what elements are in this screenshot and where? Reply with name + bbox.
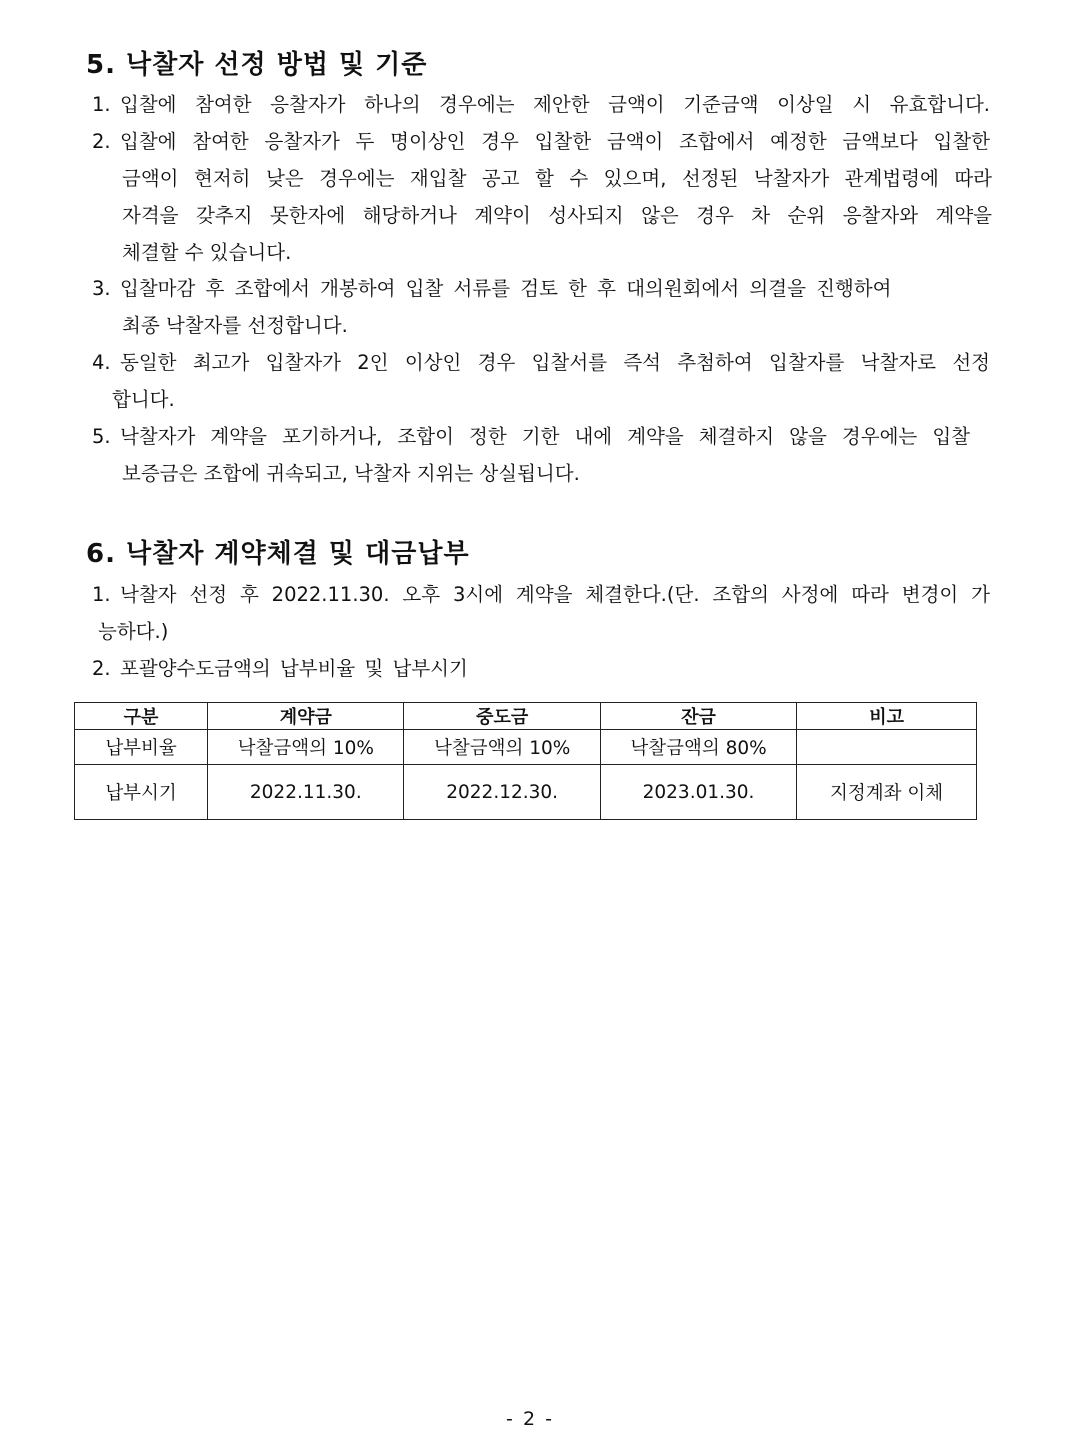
table-header-cell: 비고	[797, 703, 977, 730]
table-row	[75, 765, 977, 820]
item-number: 1.	[92, 583, 111, 606]
section-5-item-5	[92, 418, 992, 492]
section-6-title: 6. 낙찰자 계약체결 및 대금납부	[86, 539, 470, 569]
item-number: 3.	[92, 277, 111, 300]
section-6-item-2	[92, 650, 992, 687]
table-header-row	[75, 703, 977, 730]
item-text-line: 동일한 최고가 입찰자가 2인 이상인 경우 입찰서를 즉석 추첨하여 입찰자를 낙찰자로 선정	[120, 351, 990, 374]
item-text-line: 낙찰자가 계약을 포기하거나, 조합이 정한 기한 내에 계약을 체결하지 않을 경우에는 입찰	[120, 425, 970, 448]
table-cell: 2022.11.30.	[208, 765, 404, 820]
item-text-line: 체결할 수 있습니다.	[122, 241, 292, 264]
item-number: 2.	[92, 130, 111, 153]
section-6-item-1	[92, 576, 992, 650]
table-cell: 납부시기	[75, 765, 208, 820]
section-5-item-4	[92, 344, 992, 418]
item-number: 4.	[92, 351, 111, 374]
page-number: - 2 -	[506, 1408, 554, 1430]
item-text-line: 합니다.	[112, 388, 175, 411]
table-cell: 납부비율	[75, 730, 208, 765]
table-header-cell: 구분	[75, 703, 208, 730]
table-cell: 낙찰금액의 10%	[404, 730, 600, 765]
table-cell: 2022.12.30.	[404, 765, 600, 820]
item-number: 1.	[92, 93, 111, 116]
section-5-item-2	[92, 123, 992, 271]
item-text-line: 능하다.)	[98, 620, 169, 643]
table-row	[75, 730, 977, 765]
table-cell: 2023.01.30.	[600, 765, 796, 820]
section-5-title: 5. 낙찰자 선정 방법 및 기준	[86, 50, 428, 80]
table-cell: 낙찰금액의 10%	[208, 730, 404, 765]
item-text-line: 입찰에 참여한 응찰자가 하나의 경우에는 제안한 금액이 기준금액 이상일 시 유효합니다.	[120, 93, 990, 116]
item-text-line: 금액이 현저히 낮은 경우에는 재입찰 공고 할 수 있으며, 선정된 낙찰자가 관계법령에 따라	[122, 167, 992, 190]
table-header-cell: 중도금	[404, 703, 600, 730]
item-text-line: 낙찰자 선정 후 2022.11.30. 오후 3시에 계약을 체결한다.(단. 조합의 사정에 따라 변경이 가	[120, 583, 990, 606]
table-header-cell: 잔금	[600, 703, 796, 730]
table-cell	[797, 730, 977, 765]
item-text-line: 포괄양수도금액의 납부비율 및 납부시기	[120, 657, 468, 680]
section-5-item-3	[92, 270, 992, 344]
item-number: 5.	[92, 425, 111, 448]
item-text-line: 입찰에 참여한 응찰자가 두 명이상인 경우 입찰한 금액이 조합에서 예정한 금액보다 입찰한	[120, 130, 990, 153]
item-number: 2.	[92, 657, 111, 680]
payment-schedule-table	[74, 702, 977, 820]
item-text-line: 최종 낙찰자를 선정합니다.	[122, 314, 348, 337]
table-header-cell: 계약금	[208, 703, 404, 730]
item-text-line: 보증금은 조합에 귀속되고, 낙찰자 지위는 상실됩니다.	[122, 462, 580, 485]
item-text-line: 입찰마감 후 조합에서 개봉하여 입찰 서류를 검토 한 후 대의원회에서 의결을 진행하여	[120, 277, 892, 300]
table-cell: 지정계좌 이체	[797, 765, 977, 820]
section-5-item-1	[92, 86, 992, 123]
item-text-line: 자격을 갖추지 못한자에 해당하거나 계약이 성사되지 않은 경우 차 순위 응찰자와 계약을	[122, 204, 992, 227]
table-cell: 낙찰금액의 80%	[600, 730, 796, 765]
